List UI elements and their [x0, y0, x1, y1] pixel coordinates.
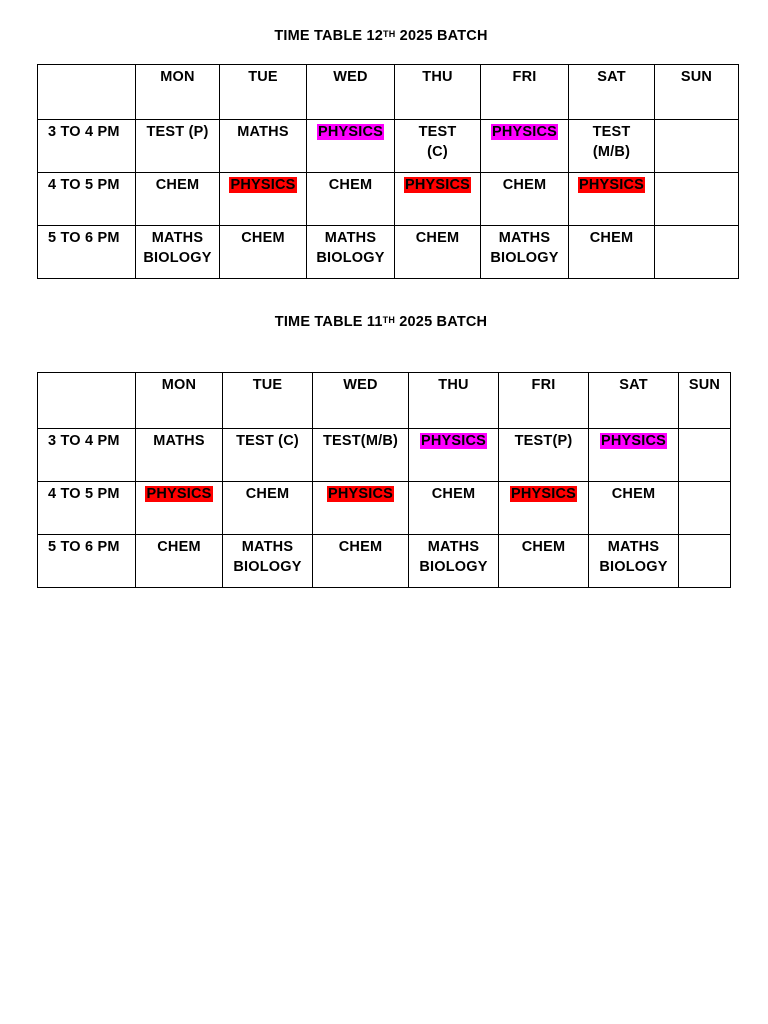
class-cell-tue [220, 226, 307, 279]
class-cell-mon [136, 120, 220, 173]
subject-text: (C) [427, 144, 448, 160]
highlighted-subject [483, 122, 566, 142]
class-cell-tue [220, 120, 307, 173]
day-header-wed: WED [307, 65, 395, 120]
time-slot-label: 5 TO 6 PM [38, 226, 136, 279]
class-cell-tue [220, 173, 307, 226]
class-cell-fri [481, 120, 569, 173]
class-cell-sat [569, 226, 655, 279]
class-cell-mon [136, 535, 223, 588]
class-cell-sun [655, 120, 739, 173]
subject-highlight: PHYSICS [327, 486, 394, 502]
time-slot-row [38, 429, 731, 482]
subject-text: CHEM [521, 539, 566, 555]
subject-text: TEST (P) [146, 124, 209, 140]
subject-text: BIOLOGY [143, 250, 212, 266]
class-cell-wed [313, 535, 409, 588]
class-cell-tue [223, 482, 313, 535]
subject-highlight: PHYSICS [420, 433, 487, 449]
subject-text: MATHS [498, 230, 551, 246]
subject-text: MATHS [153, 433, 205, 449]
class-cell-mon [136, 482, 223, 535]
highlighted-subject [571, 175, 652, 195]
class-cell-mon [136, 173, 220, 226]
subject-text: CHEM [155, 177, 200, 193]
day-header-mon: MON [136, 373, 223, 429]
day-header-fri: FRI [481, 65, 569, 120]
highlighted-subject [397, 175, 478, 195]
subject-highlight: PHYSICS [578, 177, 645, 193]
time-slot-row [38, 120, 739, 173]
highlighted-subject [222, 175, 304, 195]
subject-text: TEST (C) [236, 433, 299, 449]
subject-text: TEST [592, 124, 631, 140]
class-cell-thu [395, 226, 481, 279]
subject-text: BIOLOGY [490, 250, 559, 266]
subject-text: MATHS [607, 539, 660, 555]
day-header-tue: TUE [223, 373, 313, 429]
class-cell-fri [499, 482, 589, 535]
subject-text: BIOLOGY [316, 250, 385, 266]
day-header-wed: WED [313, 373, 409, 429]
subject-highlight: PHYSICS [600, 433, 667, 449]
time-slot-label: 3 TO 4 PM [38, 429, 136, 482]
class-cell-tue [223, 429, 313, 482]
time-slot-label: 3 TO 4 PM [38, 120, 136, 173]
subject-text: (M/B) [592, 144, 631, 160]
timetable-11-table [37, 372, 731, 588]
timetable-12-title: TIME TABLE 12TH 2025 BATCH [274, 28, 488, 44]
subject-text: CHEM [431, 486, 476, 502]
subject-text: MATHS [427, 539, 480, 555]
class-cell-fri [499, 535, 589, 588]
subject-text: BIOLOGY [419, 559, 488, 575]
subject-text: BIOLOGY [233, 559, 302, 575]
day-header-mon: MON [136, 65, 220, 120]
highlighted-subject [315, 484, 406, 504]
highlighted-subject [138, 484, 220, 504]
class-cell-wed [307, 120, 395, 173]
time-slot-label: 5 TO 6 PM [38, 535, 136, 588]
subject-text: CHEM [157, 539, 201, 555]
class-cell-wed [307, 173, 395, 226]
class-cell-mon [136, 226, 220, 279]
class-cell-thu [409, 429, 499, 482]
subject-text: CHEM [611, 486, 656, 502]
class-cell-thu [409, 482, 499, 535]
day-header-sun: SUN [655, 65, 739, 120]
class-cell-wed [307, 226, 395, 279]
header-row [38, 65, 739, 120]
header-row [38, 373, 731, 429]
subject-text: TEST(M/B) [322, 433, 399, 449]
subject-highlight: PHYSICS [510, 486, 577, 502]
class-cell-wed [313, 482, 409, 535]
time-slot-row [38, 226, 739, 279]
time-slot-row [38, 482, 731, 535]
class-cell-fri [481, 226, 569, 279]
subject-text: CHEM [245, 486, 290, 502]
subject-text: TEST [418, 124, 457, 140]
class-cell-sat [589, 535, 679, 588]
class-cell-fri [481, 173, 569, 226]
subject-text: MATHS [241, 539, 294, 555]
subject-text: CHEM [415, 230, 460, 246]
class-cell-tue [223, 535, 313, 588]
subject-highlight: PHYSICS [404, 177, 471, 193]
timetable-12-table [37, 64, 739, 279]
subject-text: TEST(P) [514, 433, 573, 449]
class-cell-sun [655, 173, 739, 226]
class-cell-wed [313, 429, 409, 482]
subject-text: CHEM [241, 230, 285, 246]
subject-text: BIOLOGY [599, 559, 668, 575]
class-cell-sat [569, 120, 655, 173]
class-cell-thu [395, 120, 481, 173]
highlighted-subject [309, 122, 392, 142]
day-header-fri: FRI [499, 373, 589, 429]
subject-text: CHEM [328, 177, 373, 193]
subject-text: MATHS [151, 230, 204, 246]
class-cell-sun [679, 429, 731, 482]
class-cell-fri [499, 429, 589, 482]
title-superscript: TH [383, 29, 396, 39]
subject-text: CHEM [589, 230, 634, 246]
class-cell-sat [569, 173, 655, 226]
subject-text: MATHS [237, 124, 289, 140]
class-cell-sat [589, 482, 679, 535]
highlighted-subject [591, 431, 676, 451]
subject-text: CHEM [338, 539, 383, 555]
subject-text: MATHS [324, 230, 377, 246]
class-cell-sun [655, 226, 739, 279]
day-header-tue: TUE [220, 65, 307, 120]
day-header-sat: SAT [589, 373, 679, 429]
day-header-thu: THU [395, 65, 481, 120]
subject-highlight: PHYSICS [230, 177, 296, 193]
time-slot-row [38, 535, 731, 588]
day-header-sun: SUN [679, 373, 731, 429]
time-slot-label: 4 TO 5 PM [38, 173, 136, 226]
subject-text: CHEM [502, 177, 547, 193]
corner-cell [38, 65, 136, 120]
subject-highlight: PHYSICS [491, 124, 558, 140]
class-cell-sun [679, 482, 731, 535]
corner-cell [38, 373, 136, 429]
timetable-11-title: TIME TABLE 11TH 2025 BATCH [274, 314, 488, 330]
subject-highlight: PHYSICS [317, 124, 384, 140]
day-header-sat: SAT [569, 65, 655, 120]
day-header-thu: THU [409, 373, 499, 429]
subject-highlight: PHYSICS [146, 486, 212, 502]
class-cell-mon [136, 429, 223, 482]
class-cell-thu [395, 173, 481, 226]
highlighted-subject [501, 484, 586, 504]
highlighted-subject [411, 431, 496, 451]
time-slot-label: 4 TO 5 PM [38, 482, 136, 535]
class-cell-thu [409, 535, 499, 588]
time-slot-row [38, 173, 739, 226]
title-superscript: TH [382, 315, 396, 325]
class-cell-sat [589, 429, 679, 482]
class-cell-sun [679, 535, 731, 588]
